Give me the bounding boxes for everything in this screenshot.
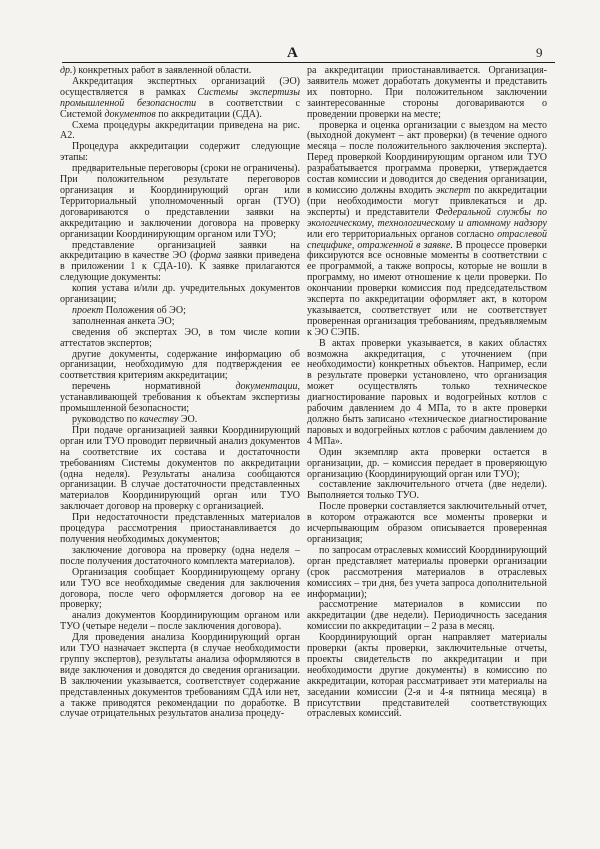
text-run: Один экземпляр акта проверки остается в организации, др. – комиссия передает в проверяющую организацию (Координирующий орган или ТУО);: [307, 446, 547, 480]
italic-text: эксперт: [435, 184, 471, 196]
paragraph: [307, 546, 547, 601]
left-column: [60, 66, 300, 844]
paragraph: [60, 284, 300, 306]
text-run: по запросам отраслевых комиссий Координирующий орган представляет материалы проверки организации (срок рассмотрения материалов в отраслевых комиссиях – три дня, без учета запроса дополнительной информации);: [307, 544, 547, 600]
text-run: заявки приведена в приложении 1 к СДА-10). К заявке прилагаются следующие документы:: [60, 250, 300, 284]
text-run: В актах проверки указывается, в каких областях возможна аккредитация, с уточнением (при необходимости) конкретных объектов. Например, если в результате проверки установлено, что организация может осуществлять только техническое диагностирование паровых и водогрейных котлов с рабочим давлением до 4 МПа, то в акте проверки должно быть записано «техническое диагностирование паровых и водогрейных котлов с рабочим давлением до 4 МПа».: [307, 337, 547, 447]
paragraph: [60, 142, 300, 164]
text-run: ра аккредитации приостанавливается. Организация-заявитель может доработать документы и представить их повторно. При положительном заключении заинтересованные стороны договариваются о проведении проверки на месте;: [307, 66, 547, 120]
text-run: После проверки составляется заключительный отчет, в котором отражаются все моменты проверки и исчерпывающим образом описывается проверенная организация;: [307, 501, 547, 545]
right-column: [307, 66, 547, 844]
paragraph: [307, 502, 547, 546]
paragraph: [307, 339, 547, 448]
text-run: в соответствии с Системой: [60, 97, 300, 120]
italic-text: Системы экспертизы промышленной безопасности: [60, 86, 300, 109]
paragraph: [60, 241, 300, 285]
text-run: ЭО.: [178, 414, 198, 425]
text-run: другие документы, содержание информацию об организации, необходимую для подтверждения ее соответствия критериям аккредитации;: [60, 348, 300, 382]
text-run: При подаче организацией заявки Координирующий орган или ТУО проводит первичный анализ документов на соответствие их состава и достаточности требованиям Системы документов по аккредитации (одна неделя). Результаты анализа сообщаются организации. В случае достаточности представленных материалов Координирующий орган или ТУО заключает договор на проверку с организацией.: [60, 424, 300, 513]
text-run: перечень нормативной: [72, 381, 236, 393]
paragraph: [60, 611, 300, 633]
text-run: Процедура аккредитации содержит следующие этапы:: [60, 141, 300, 164]
text-run: , устанавливающей требования к объектам экспертизы промышленной безопасности;: [60, 381, 300, 415]
text-run: заключение договора на проверку (одна неделя – после получения достаточного комплекта материалов).: [60, 544, 300, 567]
text-run: руководство по: [72, 414, 140, 425]
paragraph: [60, 513, 300, 546]
paragraph: [307, 121, 547, 339]
text-run: заполненная анкета ЭО;: [72, 315, 175, 327]
text-run: предварительные переговоры (сроки не ограничены). При положительном результате переговоров организация и Координирующий орган или Территориальный уполномоченный орган (ТУО) договариваются о представлении заявки на аккредитацию и заключении договора на проверку организации Координирующим органом или ТУО;: [60, 163, 300, 240]
text-run: Положения об ЭО;: [103, 304, 186, 316]
italic-text: проект: [72, 304, 104, 316]
italic-text: документов: [104, 108, 156, 120]
text-run: ) конкретных работ в заявленной области.: [72, 66, 252, 76]
paragraph: [60, 546, 300, 568]
text-run: по аккредитации (СДА).: [155, 108, 262, 120]
text-run: Организация сообщает Координирующему органу или ТУО все необходимые сведения для заключения договора, после чего оформляется договор на ее проверку;: [60, 566, 300, 611]
text-run: Для проведения анализа Координирующий орган или ТУО назначает эксперта (в случае необходимости группу экспертов), результаты анализа оформляются в виде заключения и доводятся до сведения организации. В заключении указывается, соответствует содержание представленных документов требованиям СДА или нет, а также приводятся рекомендации по доработке. В случае отрицательных результатов анализа процеду-: [60, 632, 300, 720]
paragraph: [60, 164, 300, 240]
page-header: [0, 0, 600, 62]
italic-text: качеству: [139, 414, 179, 425]
paragraph: [307, 633, 547, 720]
italic-text: отраслевой специфике, отраженной в заявке: [307, 228, 547, 251]
paragraph: [60, 633, 300, 720]
paragraph: [307, 480, 547, 502]
paragraph: [307, 448, 547, 481]
paragraph: [307, 66, 547, 121]
italic-text: Федеральной службы по экологическому, технологическому и атомному надзору: [307, 206, 547, 229]
text-run: рассмотрение материалов в комиссии по аккредитации (две недели). Периодичность заседания комиссии по аккредитации – 2 раза в месяц.: [307, 599, 547, 633]
text-run: представление организацией заявки на аккредитацию в качестве ЭО (: [60, 239, 300, 262]
text-run: . В процессе проверки фиксируются все основные моменты в соответствии с ее программой, а также вопросы, которые не вошли в программу, но имеют отношение к цели проверки. По окончании проверки комиссия под председательством эксперта по аккредитации оформляет акт, в котором указывается, соответствует или не соответствует проверенная организация требованиям, предъявляемым к ЭО СЭПБ.: [307, 239, 547, 338]
italic-text: др.: [60, 66, 73, 76]
section-letter: А: [287, 45, 298, 61]
text-run: анализ документов Координирующим органом или ТУО (четыре недели – после заключения договора).: [60, 610, 300, 633]
page-number: 9: [536, 45, 543, 60]
text-run: составление заключительного отчета (две недели). Выполняется только ТУО.: [307, 479, 547, 502]
paragraph: [60, 77, 300, 121]
text-run: сведения об экспертах ЭО, в том числе копии аттестатов экспертов;: [60, 326, 300, 349]
text-run: Аккредитация экспертных организаций (ЭО) осуществляется в рамках: [60, 75, 300, 98]
paragraph: [60, 382, 300, 415]
paragraph: [60, 328, 300, 350]
paragraph: [307, 600, 547, 633]
paragraph: [60, 426, 300, 513]
paragraph: [60, 121, 300, 143]
text-run: Координирующий орган направляет материалы проверки (акты проверки, заключительные отчеты, проекты свидетельств по аккредитации и при необходимости другие документы) в комиссию по аккредитации, которая рассматривает эти материалы на заседании комиссии (2-я и 4-я пятница месяца) в присутствии представителей соответствующих отраслевых комиссий.: [307, 632, 547, 720]
text-run: Схема процедуры аккредитации приведена на рис. А2.: [60, 119, 300, 142]
paragraph: [60, 350, 300, 383]
text-run: по аккредитации (при необходимости могут привлекаться и др. эксперты) и представители: [307, 184, 547, 218]
paragraph: [60, 568, 300, 612]
text-run: копия устава и/или др. учредительных документов организации;: [60, 283, 300, 306]
italic-text: форма: [193, 250, 222, 262]
italic-text: документации: [235, 381, 298, 393]
header-rule: [62, 62, 555, 63]
text-run: или его территориальных органов согласно: [307, 228, 498, 240]
text-run: При недостаточности представленных материалов процедура рассмотрения приостанавливается до получения необходимых документов;: [60, 512, 300, 545]
text-run: проверка и оценка организации с выездом на место (выходной документ – акт проверки) (в течение одного месяца – после положительного заключения эксперта). Перед проверкой Координирующим органом или ТУО разрабатывается программа проверки, утверждается состав комиссии и доводится до сведения организации, в комиссию должны входить: [307, 119, 547, 196]
